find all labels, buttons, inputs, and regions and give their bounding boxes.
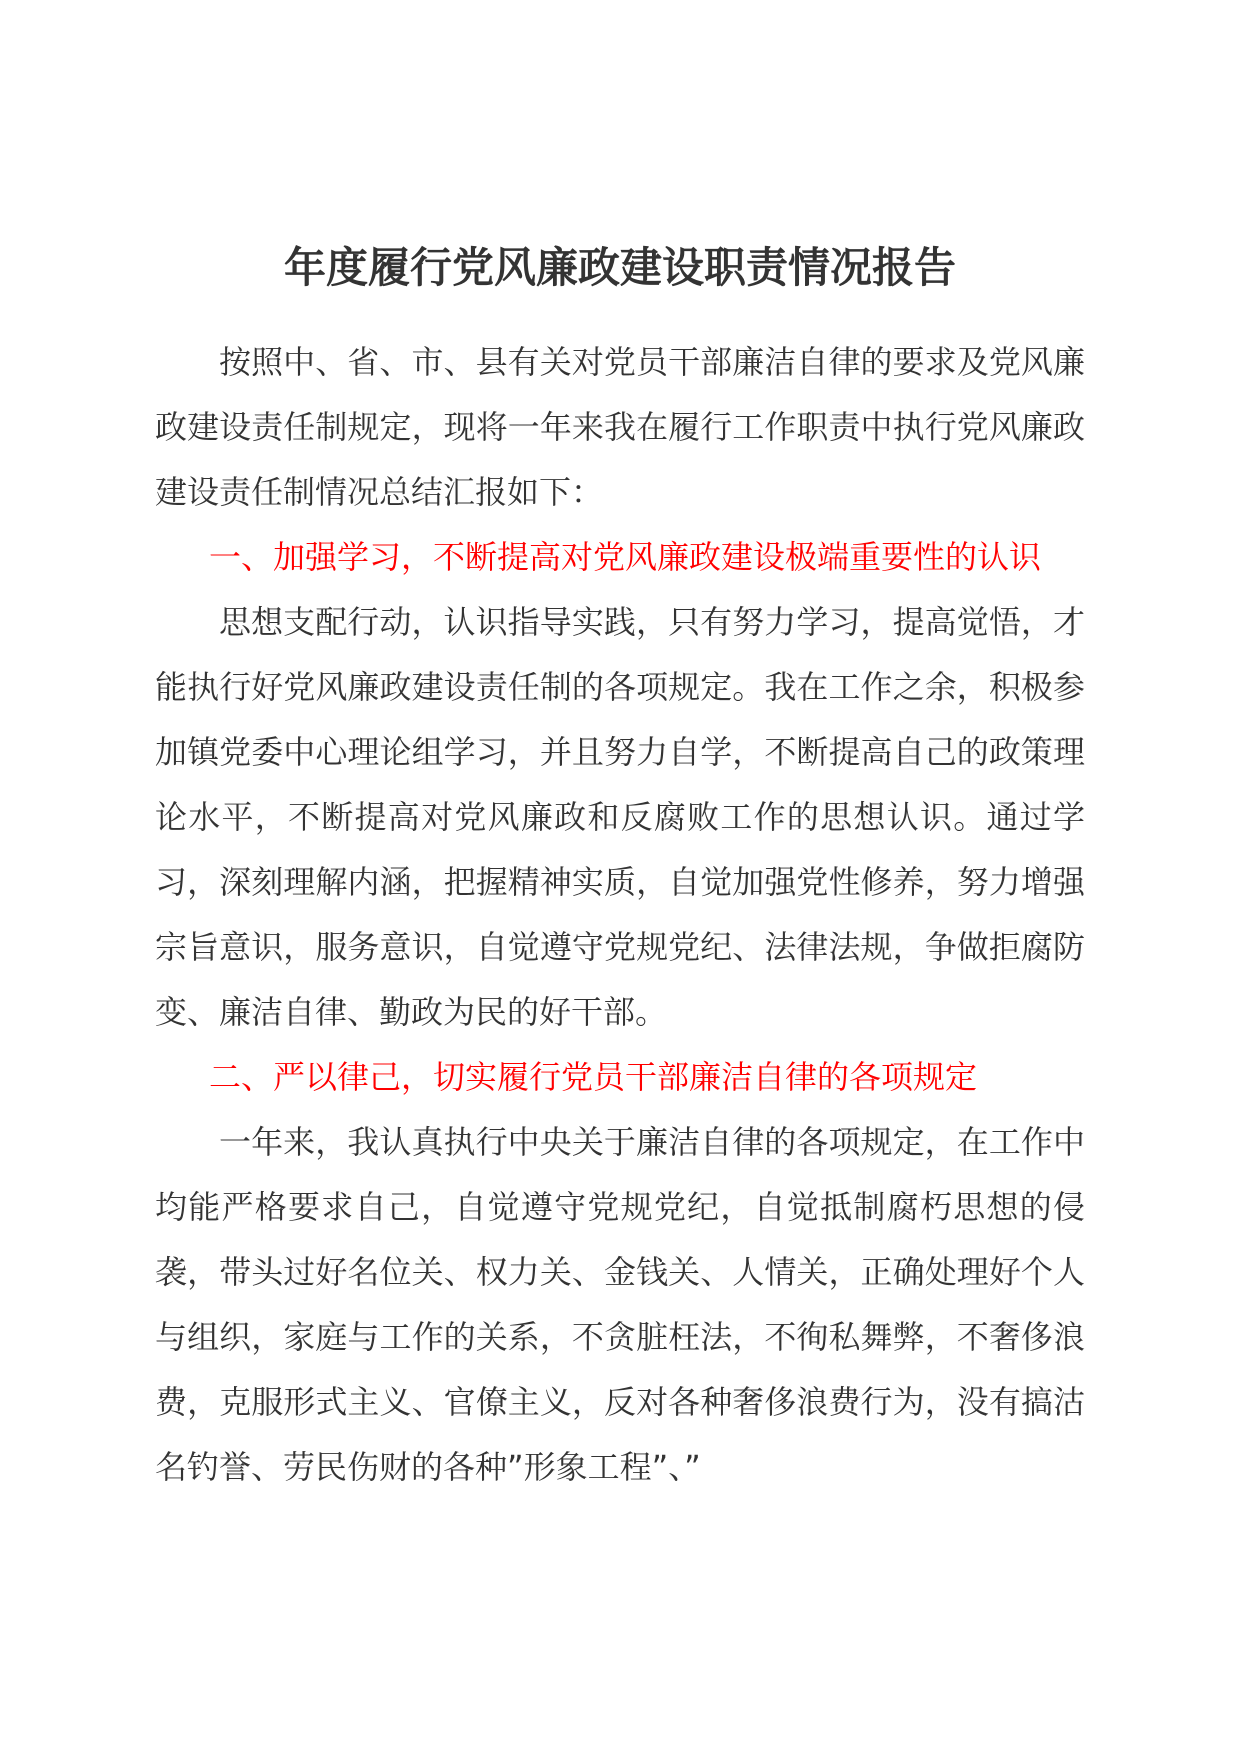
intro-paragraph: 按照中、省、市、县有关对党员干部廉洁自律的要求及党风廉政建设责任制规定，现将一年来我在履行工作职责中执行党风廉政建设责任制情况总结汇报如下：: [155, 343, 1085, 511]
section-1-heading: 一、加强学习，不断提高对党风廉政建设极端重要性的认识: [209, 538, 1042, 576]
section-2-paragraph: 一年来，我认真执行中央关于廉洁自律的各项规定，在工作中均能严格要求自己，自觉遵守党规党纪，自觉抵制腐朽思想的侵袭，带头过好名位关、权力关、金钱关、人情关，正确处理好个人与组织，家庭与工作的关系，不贪脏枉法，不徇私舞弊，不奢侈浪费，克服形式主义、官僚主义，反对各种奢侈浪费行为，没有搞沽名钓誉、劳民伤财的各种”形象工程”、”: [155, 1123, 1085, 1486]
section-2-heading: 二、严以律己，切实履行党员干部廉洁自律的各项规定: [209, 1058, 978, 1096]
section-1-paragraph: 思想支配行动，认识指导实践，只有努力学习，提高觉悟，才能执行好党风廉政建设责任制的各项规定。我在工作之余，积极参加镇党委中心理论组学习，并且努力自学，不断提高自己的政策理论水平，不断提高对党风廉政和反腐败工作的思想认识。通过学习，深刻理解内涵，把握精神实质，自觉加强党性修养，努力增强宗旨意识，服务意识，自觉遵守党规党纪、法律法规，争做拒腐防变、廉洁自律、勤政为民的好干部。: [155, 603, 1085, 1031]
document-title: 年度履行党风廉政建设职责情况报告: [283, 243, 956, 292]
document-body: [155, 330, 1085, 1500]
